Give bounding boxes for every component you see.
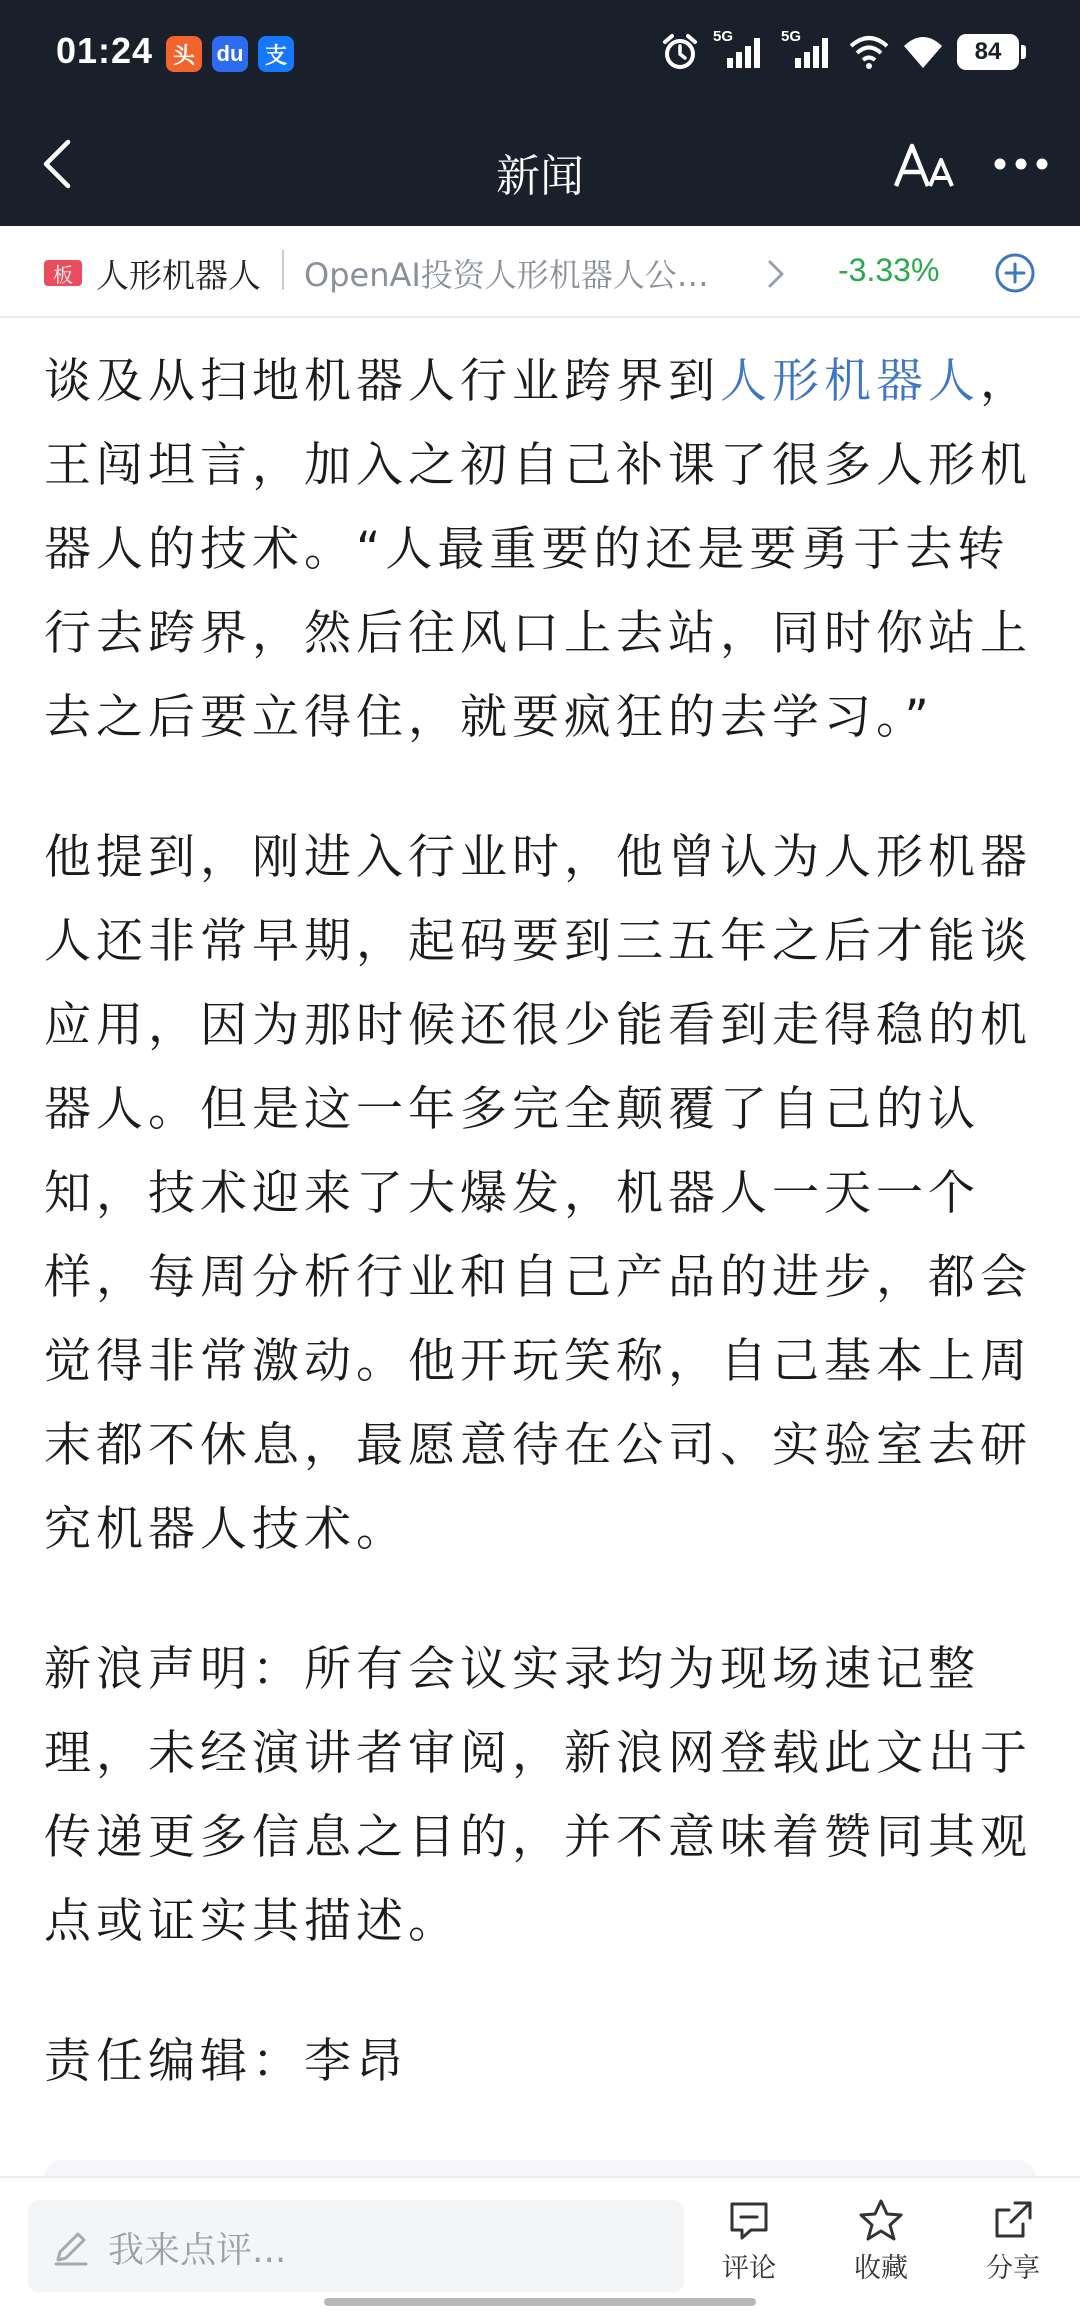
more-button[interactable]	[992, 144, 1050, 184]
disclaimer-paragraph: 新浪声明：所有会议实录均为现场速记整理，未经演讲者审阅，新浪网登载此文出于传递更多信息之目的，并不意味着赞同其观点或证实其描述。	[44, 1642, 1032, 1949]
sector-badge: 板	[44, 260, 82, 286]
share-button[interactable]	[968, 2198, 1058, 2298]
signal-icon-sim1: 5G	[713, 32, 767, 72]
notification-icons	[166, 36, 294, 72]
alipay-app-icon: 支	[258, 36, 294, 72]
comment-icon	[727, 2198, 771, 2242]
top-bar	[0, 0, 1080, 226]
hotspot-wifi-icon	[849, 34, 889, 70]
paragraph-text: 谈及从扫地机器人行业跨界到	[44, 354, 720, 409]
related-stock-bar[interactable]	[0, 226, 1080, 318]
page-title: 新闻	[496, 151, 584, 202]
sector-name[interactable]: 人形机器人	[96, 256, 261, 295]
comment-button[interactable]	[704, 2198, 794, 2298]
wifi-icon	[903, 34, 943, 70]
paragraph-text: ，王闯坦言，加入之初自己补课了很多人形机器人的技术。“人最重要的还是要勇于去转行去跨界，然后往风口上去站，同时你站上去之后要立得住，就要疯狂的去学习。”	[44, 354, 1032, 745]
share-label: 分享	[986, 2253, 1040, 2284]
signal-icon-sim2: 5G	[781, 32, 835, 72]
share-icon	[991, 2198, 1035, 2242]
home-indicator[interactable]	[324, 2298, 756, 2306]
pencil-icon	[50, 2226, 92, 2268]
add-watchlist-button[interactable]	[994, 252, 1036, 294]
sector-change: -3.33%	[838, 252, 940, 288]
article-paragraph: 他提到，刚进入行业时，他曾认为人形机器人还非常早期，起码要到三五年之后才能谈应用，因为那时候还很少能看到走得稳的机器人。但是这一年多完全颠覆了自己的认知，技术迎来了大爆发，机器人一天一个样，每周分析行业和自己产品的进步，都会觉得非常激动。他开玩笑称，自己基本上周末都不休息，最愿意待在公司、实验室去研究机器人技术。	[44, 830, 1032, 1557]
baidu-app-icon: du	[212, 36, 248, 72]
keyword-link[interactable]: 人形机器人	[720, 354, 980, 409]
bottom-action-bar	[0, 2176, 1080, 2312]
sector-news-headline[interactable]: OpenAI投资人形机器人公…	[304, 256, 709, 294]
comment-label: 评论	[722, 2253, 776, 2284]
article-body	[44, 340, 1040, 2160]
editor-credit: 责任编辑：李昂	[44, 2034, 408, 2089]
font-size-button[interactable]	[892, 138, 958, 194]
more-dots-icon	[992, 144, 1050, 184]
status-bar	[0, 0, 1080, 104]
comment-placeholder: 我来点评...	[108, 2230, 287, 2271]
toutiao-app-icon: 头	[166, 36, 202, 72]
alarm-icon	[661, 33, 699, 71]
article-paragraph	[44, 340, 1040, 760]
status-time: 01:24	[56, 30, 154, 71]
battery-tip	[1021, 45, 1026, 59]
plus-circle-icon	[994, 252, 1036, 294]
divider	[282, 250, 284, 290]
status-indicators	[661, 28, 1026, 72]
favorite-button[interactable]	[836, 2198, 926, 2298]
font-size-icon	[892, 138, 958, 194]
favorite-label: 收藏	[854, 2253, 908, 2284]
star-icon	[858, 2198, 904, 2242]
comment-input[interactable]	[28, 2200, 684, 2292]
battery-indicator: 84	[957, 34, 1019, 70]
nav-bar	[0, 104, 1080, 226]
chevron-right-icon	[764, 256, 788, 292]
